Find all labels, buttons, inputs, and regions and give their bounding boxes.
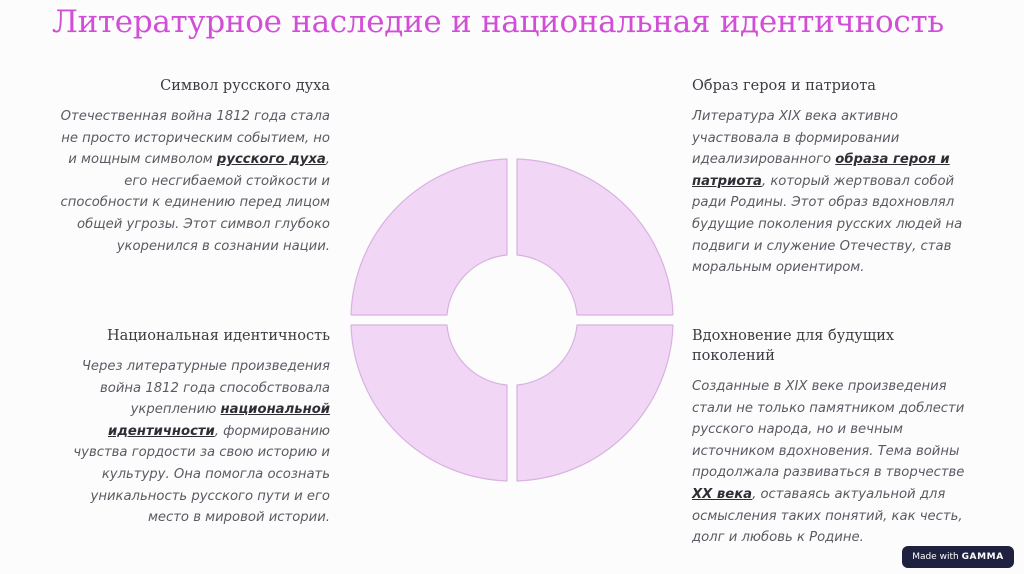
page-title: Литературное наследие и национальная идентичность — [52, 4, 944, 40]
block-russian-spirit — [50, 76, 330, 257]
text-run: Через литературные произведения война 1812 года способствовала укреплению — [81, 359, 330, 418]
text-run: , который жертвовал собой ради Родины. Этот образ вдохновлял будущие поколения русских людей на подвиги и служение Отечеству, став моральным ориентиром. — [692, 173, 963, 276]
text-run: , его несгибаемой стойкости и способности к единению перед лицом общей угрозы. Этот символ глубоко укоренился в сознании нации. — [60, 152, 330, 254]
emphasis-text: национальной идентичности — [108, 402, 330, 439]
gamma-logo-text: GAMMA — [961, 552, 1004, 562]
ring-segment-bottom-left — [351, 325, 507, 481]
cycle-ring-diagram — [348, 156, 676, 484]
emphasis-text: XX века — [692, 486, 753, 502]
text-run: Созданные в XIX веке произведения стали не только памятником доблести русского народа, но и вечным источником вдохновения. Тема войны продолжала развиваться в творчестве — [692, 379, 965, 481]
badge-prefix: Made with — [912, 552, 959, 562]
block-heading: Символ русского духа — [160, 78, 330, 94]
text-run: Литература XIX века активно участвовала в формировании идеализированного — [692, 109, 900, 168]
block-heading: Образ героя и патриота — [692, 78, 876, 94]
block-future-inspiration — [692, 326, 972, 549]
emphasis-text: русского духа — [216, 152, 326, 168]
block-text — [50, 356, 330, 529]
block-text — [50, 106, 330, 257]
text-run: , формированию чувства гордости за свою историю и культуру. Она помогла осознать уникальность русского пути и его место в мировой истории. — [73, 423, 330, 526]
block-national-identity — [50, 326, 330, 529]
block-heading: Национальная идентичность — [106, 328, 330, 344]
text-run: , оставаясь актуальной для осмысления таких понятий, как честь, долг и любовь к Родине. — [692, 486, 963, 546]
block-heading: Вдохновение для будущих поколений — [692, 328, 895, 364]
block-hero-patriot — [692, 76, 972, 279]
made-with-gamma-badge[interactable] — [902, 546, 1014, 568]
text-run: Отечественная война 1812 года стала не просто историческим событием, но и мощным символом — [60, 109, 330, 168]
ring-segment-top-right — [517, 159, 673, 315]
block-text — [692, 376, 972, 549]
emphasis-text: образа героя и патриота — [692, 152, 950, 189]
ring-segment-bottom-right — [517, 325, 673, 481]
ring-segment-top-left — [351, 159, 507, 315]
block-text — [692, 106, 972, 279]
